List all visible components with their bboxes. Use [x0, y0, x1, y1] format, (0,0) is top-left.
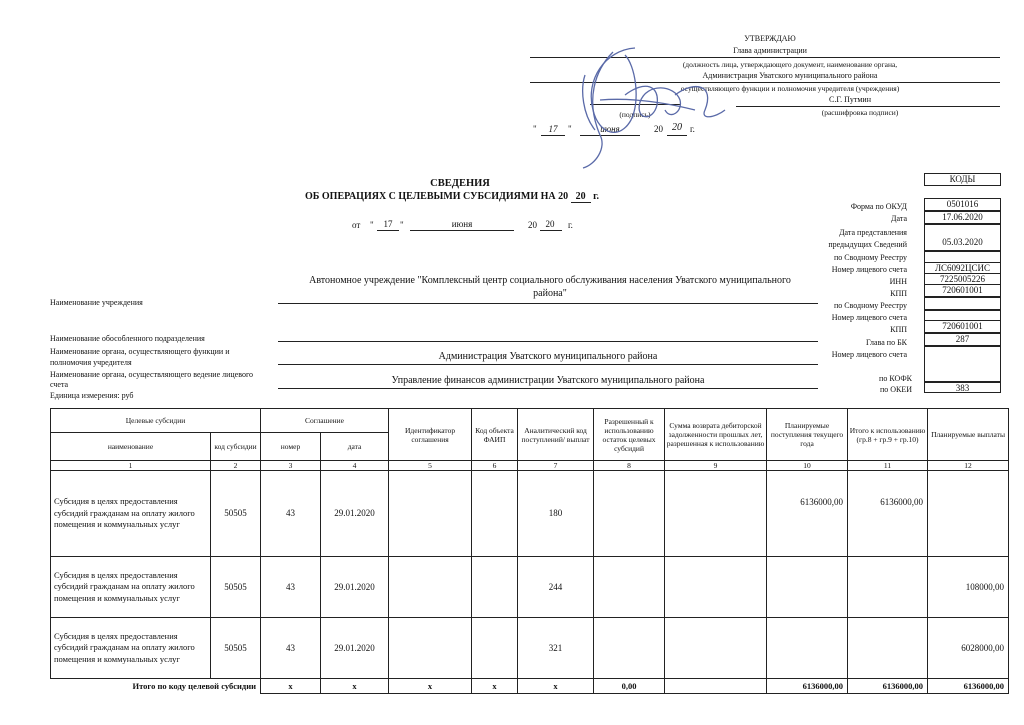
- date-quote: ": [370, 220, 374, 230]
- subsidies-table: [50, 408, 1009, 694]
- divider: [736, 106, 1000, 107]
- row-allowed: [594, 557, 665, 618]
- row-identifier: [389, 557, 472, 618]
- total-number: x: [261, 679, 321, 694]
- account-value: ЛС6092ЦСИС: [924, 262, 1001, 275]
- account-label-3: Номер лицевого счета: [831, 350, 907, 359]
- row-debt: [665, 557, 767, 618]
- report-year-end: г.: [568, 220, 573, 230]
- header-number: номер: [261, 433, 321, 461]
- kpp-label-2: КПП: [890, 325, 907, 334]
- total-identifier: x: [389, 679, 472, 694]
- founder-label-1: Наименование органа, осуществляющего функции и: [50, 347, 230, 356]
- header-name: наименование: [51, 433, 211, 461]
- row-debt: [665, 471, 767, 557]
- approval-position: Глава администрации: [733, 46, 807, 55]
- row-total: 6136000,00: [848, 471, 928, 557]
- row-identifier: [389, 471, 472, 557]
- header-planned-income: Планируемые поступления текущего года: [767, 409, 848, 461]
- report-month: июня: [451, 219, 473, 229]
- row-payments: [928, 471, 1009, 557]
- inn-label: ИНН: [889, 277, 907, 286]
- total-total: 6136000,00: [848, 679, 928, 694]
- table-row: [51, 557, 1009, 618]
- row-total: [848, 618, 928, 679]
- okei-value: 383: [924, 382, 1001, 393]
- subtitle-year: 20: [571, 191, 591, 203]
- table-row: [51, 618, 1009, 679]
- okud-label: Форма по ОКУД: [850, 202, 907, 211]
- unit-label: Единица измерения: руб: [50, 391, 134, 400]
- row-income: 6136000,00: [767, 471, 848, 557]
- approval-heading: УТВЕРЖДАЮ: [744, 34, 796, 43]
- codes-header: КОДЫ: [924, 173, 1001, 186]
- row-date: 29.01.2020: [321, 618, 389, 679]
- row-analytic: 180: [518, 471, 594, 557]
- account-org-label-2: счета: [50, 380, 69, 389]
- row-name: Субсидия в целях предоставления субсидий гражданам на оплату жилого помещения и коммунальных услуг: [51, 471, 211, 557]
- total-analytic: x: [518, 679, 594, 694]
- row-date: 29.01.2020: [321, 471, 389, 557]
- kpp-label: КПП: [890, 289, 907, 298]
- row-allowed: [594, 471, 665, 557]
- date-from-label: от: [352, 220, 361, 230]
- divider: [278, 341, 818, 342]
- okei-label: по ОКЕИ: [879, 385, 912, 394]
- subtitle-year-end: г.: [593, 191, 600, 202]
- approval-date-quote: ": [568, 124, 572, 134]
- kpp-value: 720601001: [924, 284, 1001, 297]
- institution-line-1: Автономное учреждение "Комплексный центр социального обслуживания населения Уватского муниципального: [309, 275, 791, 286]
- approval-year-suffix: 20: [672, 122, 682, 133]
- kofk-label: по КОФК: [879, 374, 912, 383]
- total-date: x: [321, 679, 389, 694]
- divider: [377, 230, 399, 231]
- row-income: [767, 618, 848, 679]
- header-subsidies: Целевые субсидии: [51, 409, 261, 433]
- col-number: 8: [594, 461, 665, 471]
- divider: [410, 230, 514, 231]
- row-number: 43: [261, 618, 321, 679]
- glava-value: 287: [924, 333, 1001, 346]
- approval-organ-caption: осуществляющего функции и полномочия учредителя (учреждения): [680, 84, 900, 93]
- prev-label-2: предыдущих Сведений: [828, 240, 907, 249]
- subdivision-label: Наименование обособленного подразделения: [50, 334, 205, 343]
- header-debt-return: Сумма возврата дебиторской задолженности прошлых лет, разрешенная к использованию: [665, 409, 767, 461]
- approval-signer: С.Г. Путмин: [829, 95, 871, 104]
- signature-caption: (подпись): [619, 110, 651, 119]
- row-analytic: 321: [518, 618, 594, 679]
- report-year-suffix: 20: [545, 219, 555, 229]
- approval-year-end: г.: [690, 124, 695, 134]
- row-code: 50505: [211, 471, 261, 557]
- subtitle-text: ОБ ОПЕРАЦИЯХ С ЦЕЛЕВЫМИ СУБСИДИЯМИ НА 20: [305, 191, 569, 202]
- header-analytic: Аналитический код поступлений/ выплат: [518, 409, 594, 461]
- row-total: [848, 557, 928, 618]
- row-name: Субсидия в целях предоставления субсидий гражданам на оплату жилого помещения и коммунальных услуг: [51, 557, 211, 618]
- account-org-value: Управление финансов администрации Уватского муниципального района: [391, 375, 705, 386]
- divider: [540, 230, 562, 231]
- divider: [541, 135, 565, 136]
- approval-position-caption: (должность лица, утверждающего документ, наименование органа,: [682, 60, 898, 69]
- inn-value: 7225005226: [924, 273, 1001, 286]
- row-income: [767, 557, 848, 618]
- account-label-2: Номер лицевого счета: [831, 313, 907, 322]
- account-org-label-1: Наименование органа, осуществляющего ведение лицевого: [50, 370, 254, 379]
- row-allowed: [594, 618, 665, 679]
- name-caption: (расшифровка подписи): [821, 108, 899, 117]
- row-faip: [472, 557, 518, 618]
- row-faip: [472, 471, 518, 557]
- reestr-label-2: по Сводному Реестру: [833, 301, 907, 310]
- col-number: 9: [665, 461, 767, 471]
- total-faip: x: [472, 679, 518, 694]
- table-row: [51, 471, 1009, 557]
- approval-day: 17: [548, 124, 558, 134]
- row-code: 50505: [211, 557, 261, 618]
- row-debt: [665, 618, 767, 679]
- divider: [278, 364, 818, 365]
- total-allowed: 0,00: [594, 679, 665, 694]
- row-payments: 6028000,00: [928, 618, 1009, 679]
- col-number: 4: [321, 461, 389, 471]
- row-date: 29.01.2020: [321, 557, 389, 618]
- institution-line-2: района": [533, 288, 567, 299]
- date-value: 17.06.2020: [924, 211, 1001, 224]
- date-quote: ": [400, 220, 404, 230]
- row-identifier: [389, 618, 472, 679]
- founder-label-2: полномочия учредителя: [50, 358, 132, 367]
- divider: [278, 388, 818, 389]
- institution-value: [270, 274, 830, 300]
- col-number: 10: [767, 461, 848, 471]
- col-number: 12: [928, 461, 1009, 471]
- header-total-use: Итого к использованию (гр.8 + гр.9 + гр.10): [848, 409, 928, 461]
- prev-label-1: Дата представления: [839, 228, 907, 237]
- total-income: 6136000,00: [767, 679, 848, 694]
- row-name: Субсидия в целях предоставления субсидий гражданам на оплату жилого помещения и коммунальных услуг: [51, 618, 211, 679]
- glava-label: Глава по БК: [866, 338, 907, 347]
- institution-label: Наименование учреждения: [50, 298, 143, 307]
- total-label: Итого по коду целевой субсидии: [51, 679, 261, 694]
- report-day: 17: [383, 219, 393, 229]
- header-allowed-balance: Разрешенный к использованию остаток целевых субсидий: [594, 409, 665, 461]
- header-date: дата: [321, 433, 389, 461]
- report-year-prefix: 20: [528, 220, 537, 230]
- empty-code-cell: [924, 346, 1001, 382]
- prev-date-value: 05.03.2020: [924, 224, 1001, 251]
- row-analytic: 244: [518, 557, 594, 618]
- handwritten-signature: [565, 40, 735, 175]
- founder-value: Администрация Уватского муниципального района: [438, 351, 658, 362]
- header-planned-payments: Планируемые выплаты: [928, 409, 1009, 461]
- page-subtitle: [305, 191, 599, 203]
- header-identifier: Идентификатор соглашения: [389, 409, 472, 461]
- row-number: 43: [261, 471, 321, 557]
- header-agreement: Соглашение: [261, 409, 389, 433]
- empty-code-cell: [924, 297, 1001, 310]
- header-faip: Код объекта ФАИП: [472, 409, 518, 461]
- kpp-2-value: 720601001: [924, 320, 1001, 333]
- divider: [278, 303, 818, 304]
- approval-month: июня: [600, 124, 620, 134]
- date-label: Дата: [891, 214, 907, 223]
- col-number: 11: [848, 461, 928, 471]
- row-code: 50505: [211, 618, 261, 679]
- approval-organ: Администрация Уватского муниципального района: [702, 71, 878, 80]
- col-number: 6: [472, 461, 518, 471]
- total-payments: 6136000,00: [928, 679, 1009, 694]
- col-number: 2: [211, 461, 261, 471]
- header-code: код субсидии: [211, 433, 261, 461]
- col-number: 3: [261, 461, 321, 471]
- approval-year-prefix: 20: [654, 124, 663, 134]
- total-debt: [665, 679, 767, 694]
- row-payments: 108000,00: [928, 557, 1009, 618]
- account-label: Номер лицевого счета: [831, 265, 907, 274]
- page-title: СВЕДЕНИЯ: [430, 178, 490, 189]
- reestr-label: по Сводному Реестру: [833, 253, 907, 262]
- col-number: 7: [518, 461, 594, 471]
- col-number: 1: [51, 461, 211, 471]
- total-row: [51, 679, 1009, 694]
- col-number: 5: [389, 461, 472, 471]
- row-faip: [472, 618, 518, 679]
- row-number: 43: [261, 557, 321, 618]
- approval-date-quote: ": [533, 124, 537, 134]
- okud-value: 0501016: [924, 198, 1001, 211]
